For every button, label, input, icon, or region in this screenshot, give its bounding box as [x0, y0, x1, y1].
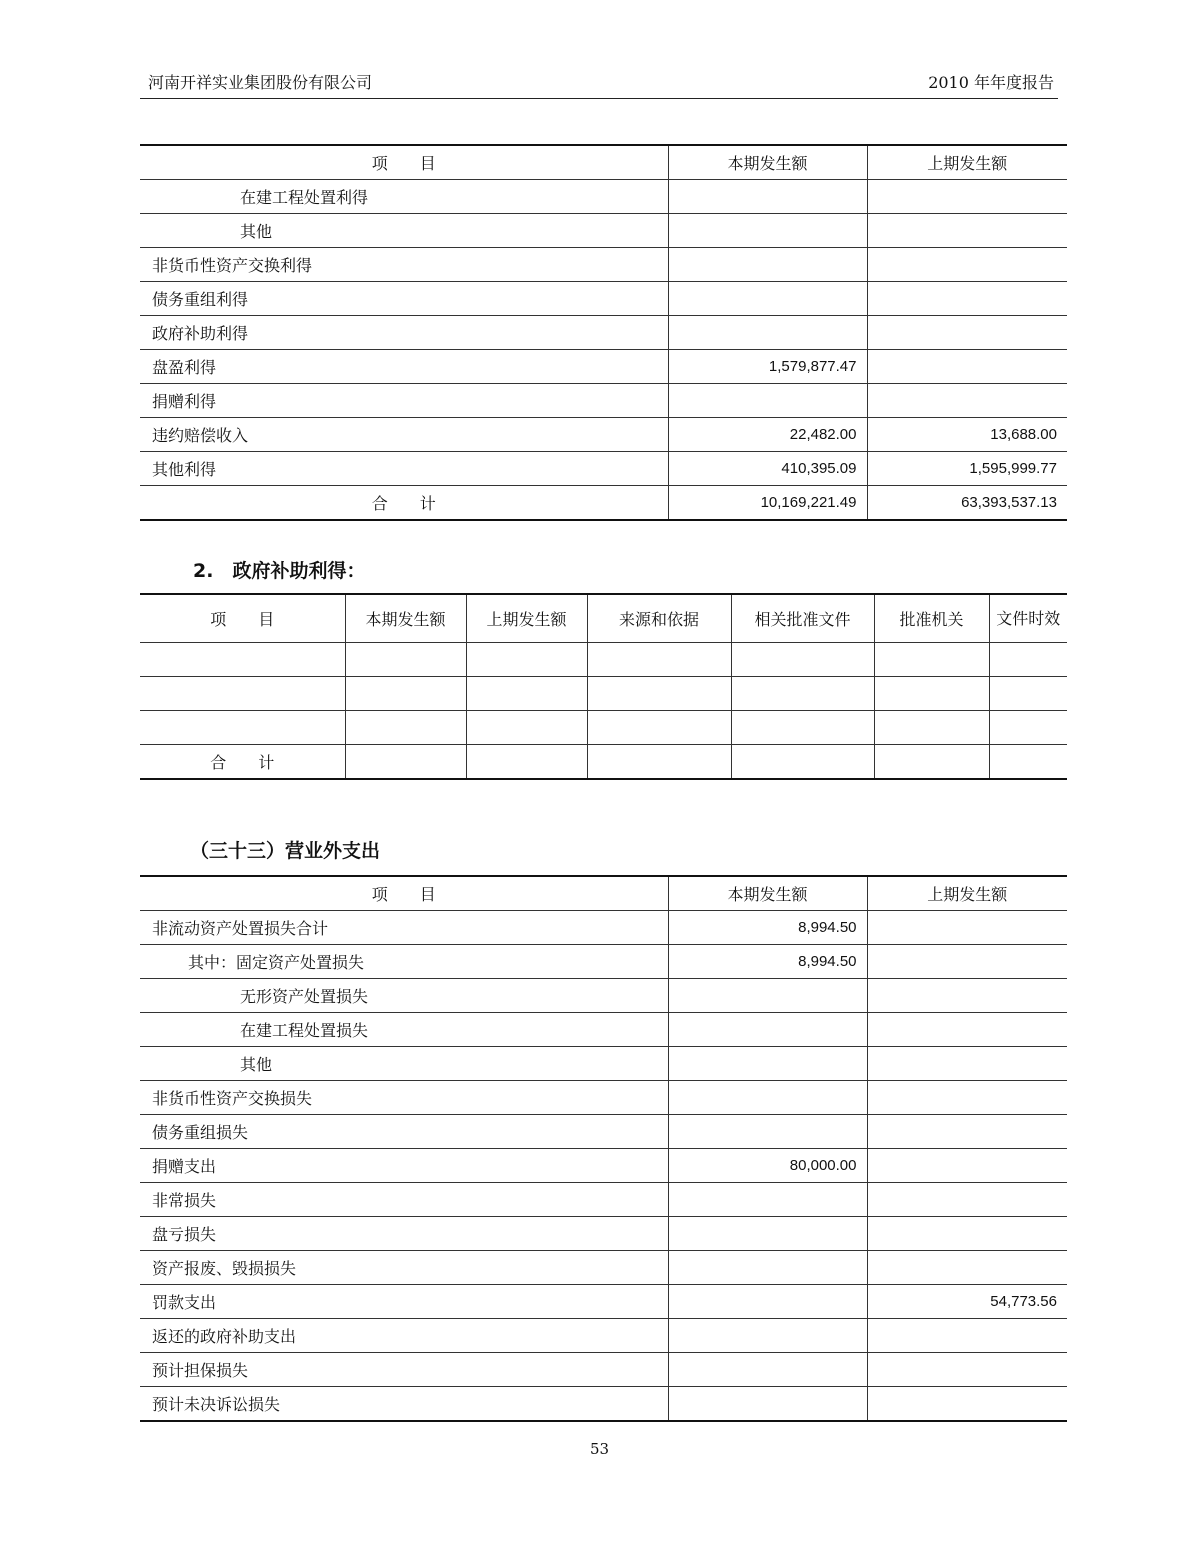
current-amount: [668, 1285, 867, 1319]
previous-amount: [867, 350, 1067, 384]
column-header: 项 目: [140, 876, 668, 911]
empty-cell: [345, 677, 466, 711]
row-label: 在建工程处置利得: [140, 180, 668, 214]
empty-cell: [140, 643, 345, 677]
previous-amount: [867, 1149, 1067, 1183]
column-header: 本期发生额: [668, 145, 867, 180]
previous-amount: [867, 1047, 1067, 1081]
empty-cell: [466, 643, 587, 677]
empty-cell: [874, 745, 989, 780]
previous-amount: [867, 384, 1067, 418]
row-label: 盘盈利得: [140, 350, 668, 384]
previous-amount: [867, 1013, 1067, 1047]
row-label: 资产报废、毁损损失: [140, 1251, 668, 1285]
table-row: [140, 1047, 1067, 1081]
previous-amount: 54,773.56: [867, 1285, 1067, 1319]
empty-cell: [345, 745, 466, 780]
current-amount: [668, 1047, 867, 1081]
row-label: 返还的政府补助支出: [140, 1319, 668, 1353]
table-row: [140, 180, 1067, 214]
row-label: 非常损失: [140, 1183, 668, 1217]
table-row: [140, 1081, 1067, 1115]
row-label: 预计未决诉讼损失: [140, 1387, 668, 1422]
table-row: [140, 911, 1067, 945]
column-header: 本期发生额: [668, 876, 867, 911]
empty-cell: [989, 745, 1067, 780]
row-label: 无形资产处置损失: [140, 979, 668, 1013]
table-row: [140, 1013, 1067, 1047]
table-row: [140, 248, 1067, 282]
empty-cell: [466, 677, 587, 711]
column-header: 批准机关: [874, 594, 989, 643]
row-label: 非货币性资产交换损失: [140, 1081, 668, 1115]
empty-cell: [874, 677, 989, 711]
current-amount: 8,994.50: [668, 911, 867, 945]
row-label: 其中：固定资产处置损失: [140, 945, 668, 979]
current-amount: [668, 1353, 867, 1387]
company-name: 河南开祥实业集团股份有限公司: [148, 73, 373, 92]
empty-cell: [731, 711, 874, 745]
current-amount: 1,579,877.47: [668, 350, 867, 384]
column-header: 上期发生额: [466, 594, 587, 643]
gains-table: [140, 144, 1067, 521]
table-row: [140, 1285, 1067, 1319]
row-label: 在建工程处置损失: [140, 1013, 668, 1047]
column-header: 上期发生额: [867, 876, 1067, 911]
table-row: [140, 979, 1067, 1013]
empty-cell: [140, 711, 345, 745]
current-amount: [668, 282, 867, 316]
empty-cell: [345, 711, 466, 745]
report-title: 2010 年年度报告: [928, 73, 1054, 92]
column-header: 本期发生额: [345, 594, 466, 643]
header-row: [140, 876, 1067, 911]
previous-amount: [867, 1115, 1067, 1149]
empty-cell: [587, 643, 731, 677]
table-row: [140, 945, 1067, 979]
previous-amount: 13,688.00: [867, 418, 1067, 452]
column-header: 文件时效: [989, 594, 1067, 643]
table-row: [140, 316, 1067, 350]
header-row: [140, 145, 1067, 180]
table-row: [140, 1251, 1067, 1285]
row-label: 捐赠利得: [140, 384, 668, 418]
empty-cell: [345, 643, 466, 677]
current-amount: [668, 1387, 867, 1422]
current-amount: [668, 214, 867, 248]
section-nonoperating-expense-title: （三十三）营业外支出: [190, 840, 381, 862]
table-row: [140, 418, 1067, 452]
total-label: 合 计: [140, 745, 345, 780]
row-label: 非货币性资产交换利得: [140, 248, 668, 282]
column-header: 项 目: [140, 594, 345, 643]
current-amount: [668, 248, 867, 282]
total-row: [140, 745, 1067, 780]
table-row: [140, 643, 1067, 677]
page-header: [140, 72, 1058, 99]
empty-cell: [989, 677, 1067, 711]
table-row: [140, 282, 1067, 316]
gov-subsidy-table: [140, 593, 1067, 780]
previous-amount: [867, 1319, 1067, 1353]
section-gov-subsidy-title: 2. 政府补助利得：: [193, 560, 366, 582]
row-label: 捐赠支出: [140, 1149, 668, 1183]
row-label: 预计担保损失: [140, 1353, 668, 1387]
current-amount: [668, 180, 867, 214]
empty-cell: [587, 711, 731, 745]
row-label: 其他: [140, 214, 668, 248]
row-label: 政府补助利得: [140, 316, 668, 350]
table-row: [140, 1387, 1067, 1422]
empty-cell: [466, 745, 587, 780]
previous-amount: [867, 214, 1067, 248]
empty-cell: [989, 711, 1067, 745]
empty-cell: [731, 745, 874, 780]
page-number: 53: [589, 1440, 610, 1458]
nonoperating-expense-table: [140, 875, 1067, 1422]
current-amount: [668, 1217, 867, 1251]
table-row: [140, 1217, 1067, 1251]
column-header: 上期发生额: [867, 145, 1067, 180]
table-row: [140, 452, 1067, 486]
previous-amount: 1,595,999.77: [867, 452, 1067, 486]
table-row: [140, 711, 1067, 745]
empty-cell: [874, 643, 989, 677]
current-amount: [668, 1013, 867, 1047]
row-label: 其他利得: [140, 452, 668, 486]
row-label: 盘亏损失: [140, 1217, 668, 1251]
previous-amount: [867, 1217, 1067, 1251]
table-row: [140, 1115, 1067, 1149]
empty-cell: [140, 677, 345, 711]
previous-amount: [867, 911, 1067, 945]
current-amount: 22,482.00: [668, 418, 867, 452]
current-amount: [668, 316, 867, 350]
previous-amount: [867, 979, 1067, 1013]
table-row: [140, 350, 1067, 384]
current-amount: [668, 1115, 867, 1149]
previous-amount: [867, 248, 1067, 282]
row-label: 债务重组损失: [140, 1115, 668, 1149]
table-row: [140, 677, 1067, 711]
table-row: [140, 1183, 1067, 1217]
total-label: 合 计: [140, 486, 668, 521]
total-previous-amount: 63,393,537.13: [867, 486, 1067, 521]
current-amount: 80,000.00: [668, 1149, 867, 1183]
table-row: [140, 1319, 1067, 1353]
column-header: 项 目: [140, 145, 668, 180]
row-label: 违约赔偿收入: [140, 418, 668, 452]
current-amount: [668, 979, 867, 1013]
total-current-amount: 10,169,221.49: [668, 486, 867, 521]
previous-amount: [867, 1353, 1067, 1387]
empty-cell: [731, 677, 874, 711]
current-amount: 8,994.50: [668, 945, 867, 979]
current-amount: [668, 1183, 867, 1217]
empty-cell: [587, 745, 731, 780]
empty-cell: [731, 643, 874, 677]
current-amount: [668, 384, 867, 418]
previous-amount: [867, 1387, 1067, 1422]
current-amount: [668, 1251, 867, 1285]
current-amount: [668, 1319, 867, 1353]
empty-cell: [989, 643, 1067, 677]
table-row: [140, 1353, 1067, 1387]
row-label: 非流动资产处置损失合计: [140, 911, 668, 945]
column-header: 相关批准文件: [731, 594, 874, 643]
previous-amount: [867, 945, 1067, 979]
current-amount: 410,395.09: [668, 452, 867, 486]
row-label: 债务重组利得: [140, 282, 668, 316]
previous-amount: [867, 1251, 1067, 1285]
total-row: [140, 486, 1067, 521]
empty-cell: [874, 711, 989, 745]
previous-amount: [867, 316, 1067, 350]
previous-amount: [867, 1183, 1067, 1217]
row-label: 罚款支出: [140, 1285, 668, 1319]
table-row: [140, 384, 1067, 418]
row-label: 其他: [140, 1047, 668, 1081]
empty-cell: [587, 677, 731, 711]
current-amount: [668, 1081, 867, 1115]
table-row: [140, 1149, 1067, 1183]
previous-amount: [867, 282, 1067, 316]
empty-cell: [466, 711, 587, 745]
column-header: 来源和依据: [587, 594, 731, 643]
previous-amount: [867, 1081, 1067, 1115]
table-row: [140, 214, 1067, 248]
header-row: [140, 594, 1067, 643]
previous-amount: [867, 180, 1067, 214]
